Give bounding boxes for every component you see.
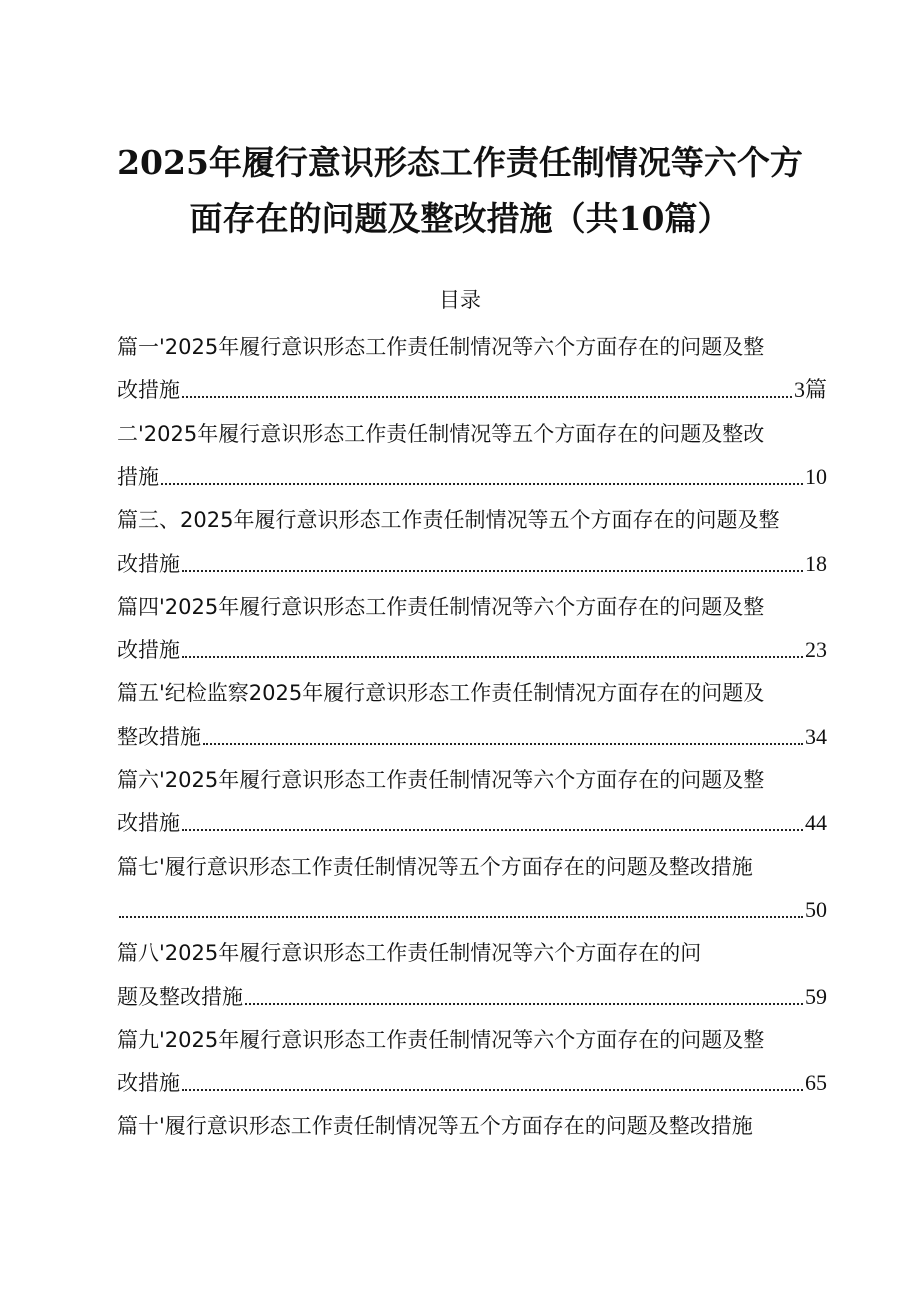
document-title-line-2: 面存在的问题及整改措施（共10篇）: [189, 199, 731, 238]
toc-entry-page-number: 50: [805, 896, 827, 922]
toc-entry-leader[interactable]: [117, 982, 827, 1012]
toc-entry-title[interactable]: 篇一'2025年履行意识形态工作责任制情况等六个方面存在的问题及整: [117, 335, 765, 359]
dot-leader: [182, 655, 803, 658]
toc-entry-page-number: 65: [805, 1070, 827, 1096]
toc-entry-title[interactable]: 篇七'履行意识形态工作责任制情况等五个方面存在的问题及整改措施: [117, 854, 753, 879]
toc-entry-leader[interactable]: [117, 549, 827, 579]
toc-entry-title[interactable]: 篇五'纪检监察2025年履行意识形态工作责任制情况方面存在的问题及: [117, 681, 765, 706]
dot-leader: [161, 482, 803, 485]
toc-entry-page-number: 23: [805, 637, 827, 663]
dot-leader: [182, 569, 803, 572]
toc-entry-leader[interactable]: [117, 895, 827, 925]
toc-entry-title[interactable]: 篇十'履行意识形态工作责任制情况等五个方面存在的问题及整改措施: [117, 1114, 753, 1139]
dot-leader: [182, 1088, 803, 1091]
toc-entry-page-number: 10: [805, 463, 827, 489]
toc-entry-page-number: 59: [805, 983, 827, 1009]
dot-leader: [119, 915, 803, 918]
toc-entry-title-continued: 改措施: [117, 1071, 180, 1096]
toc-entry-leader[interactable]: [117, 722, 827, 752]
toc-entry-title[interactable]: 篇四'2025年履行意识形态工作责任制情况等六个方面存在的问题及整: [117, 594, 765, 619]
toc-entry-leader[interactable]: [117, 635, 827, 665]
toc-entry-title-continued: 题及整改措施: [117, 984, 243, 1009]
toc-entry-page-number: 44: [805, 810, 827, 836]
toc-entry-title-continued: 改措施: [117, 551, 180, 576]
toc-entry-leader[interactable]: [117, 462, 827, 492]
toc-heading: 目录: [439, 288, 481, 312]
toc-entry-title-continued: 措施: [117, 464, 159, 489]
toc-entry-leader[interactable]: [117, 808, 827, 838]
dot-leader: [245, 1002, 803, 1005]
toc-entry-leader[interactable]: [117, 1068, 827, 1098]
toc-entry-title[interactable]: 篇八'2025年履行意识形态工作责任制情况等六个方面存在的问: [117, 941, 702, 966]
dot-leader: [182, 395, 792, 398]
toc-entry-title[interactable]: 二'2025年履行意识形态工作责任制情况等五个方面存在的问题及整改: [117, 421, 765, 446]
toc-entry-title[interactable]: 篇六'2025年履行意识形态工作责任制情况等六个方面存在的问题及整: [117, 768, 765, 792]
toc-entry-title-continued: 改措施: [117, 378, 180, 403]
toc-entry-title-continued: 改措施: [117, 811, 180, 836]
toc-entry-title-continued: 改措施: [117, 638, 180, 663]
toc-entry-title[interactable]: 篇三、2025年履行意识形态工作责任制情况等五个方面存在的问题及整: [117, 508, 780, 533]
dot-leader: [203, 742, 803, 745]
toc-entry-title[interactable]: 篇九'2025年履行意识形态工作责任制情况等六个方面存在的问题及整: [117, 1027, 765, 1052]
toc-entry-leader[interactable]: [117, 375, 827, 405]
document-title-line-1: 2025年履行意识形态工作责任制情况等六个方: [117, 143, 803, 182]
toc-entry-page-number: 18: [805, 550, 827, 576]
toc-entry-title-continued: 整改措施: [117, 724, 201, 749]
toc-entry-page-number: 3篇: [793, 377, 827, 403]
dot-leader: [182, 828, 803, 831]
toc-entry-page-number: 34: [805, 723, 827, 749]
